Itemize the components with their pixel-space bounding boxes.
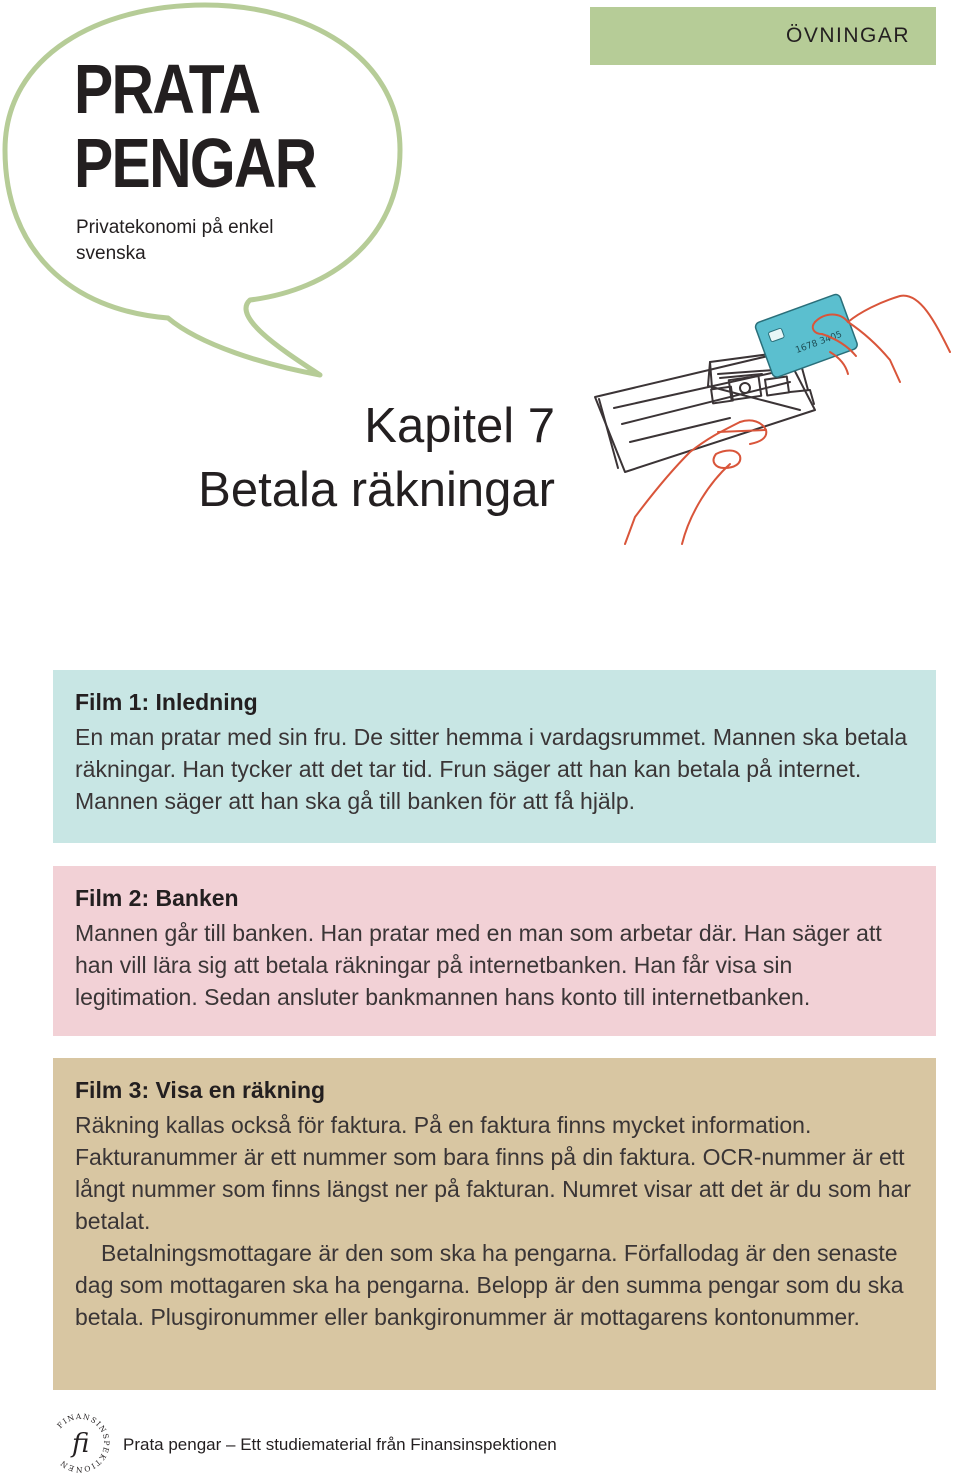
brand-title xyxy=(74,52,315,200)
film-3-text-2: Betalningsmottagare är den som ska ha pengarna. Förfallodag är den senaste dag som mottagaren ska ha pengarna. Belopp är den summa pengar som du ska betala. Plusgironummer eller bankgironummer är mottagarens kontonummer. xyxy=(75,1240,904,1330)
finansinspektionen-logo xyxy=(48,1412,112,1474)
footer-text: Prata pengar – Ett studiematerial från Finansinspektionen xyxy=(123,1435,557,1454)
svg-text:FINANSINSPEKTIONEN: FINANSINSPEKTIONEN xyxy=(55,1412,112,1474)
film-1-heading: Film 1: Inledning xyxy=(75,689,258,715)
film-2-box xyxy=(53,866,936,1036)
chapter-number: Kapitel 7 xyxy=(364,399,555,453)
wallet-card-illustration xyxy=(590,282,955,572)
brand-title-line2: PENGAR xyxy=(74,124,316,202)
film-3-heading: Film 3: Visa en räkning xyxy=(75,1077,326,1103)
svg-text:1678 3405: 1678 3405 xyxy=(794,329,844,356)
film-2-text: Mannen går till banken. Han pratar med en man som arbetar där. Han säger att han vill lära sig att betala räkningar på internetbanken. Han får visa sin legitimation. Sedan ansluter bankmannen hans konto till internetbanken. xyxy=(75,920,882,1010)
chapter-heading xyxy=(198,394,555,522)
film-2-heading: Film 2: Banken xyxy=(75,885,239,911)
film-3-box xyxy=(53,1058,936,1390)
brand-subtitle: Privatekonomi på enkel svenska xyxy=(76,217,274,264)
svg-text:fi: fi xyxy=(72,1429,90,1459)
film-1-box xyxy=(53,670,936,843)
section-tag: ÖVNINGAR xyxy=(590,7,936,65)
film-1-text: En man pratar med sin fru. De sitter hemma i vardagsrummet. Mannen ska betala räkningar. Han tycker att det tar tid. Frun säger att han kan betala på internet. Mannen säger att han ska gå till banken för att få hjälp. xyxy=(75,724,908,814)
film-3-text-1: Räkning kallas också för faktura. På en faktura finns mycket information. Fakturanummer är ett nummer som bara finns på din faktura. OCR-nummer är ett långt nummer som finns längst ner på fakturan. Numret visar att det är du som har betalat. xyxy=(75,1112,912,1234)
credit-card xyxy=(754,293,858,378)
chapter-title: Betala räkningar xyxy=(198,463,555,517)
brand-title-line1: PRATA xyxy=(74,50,260,128)
